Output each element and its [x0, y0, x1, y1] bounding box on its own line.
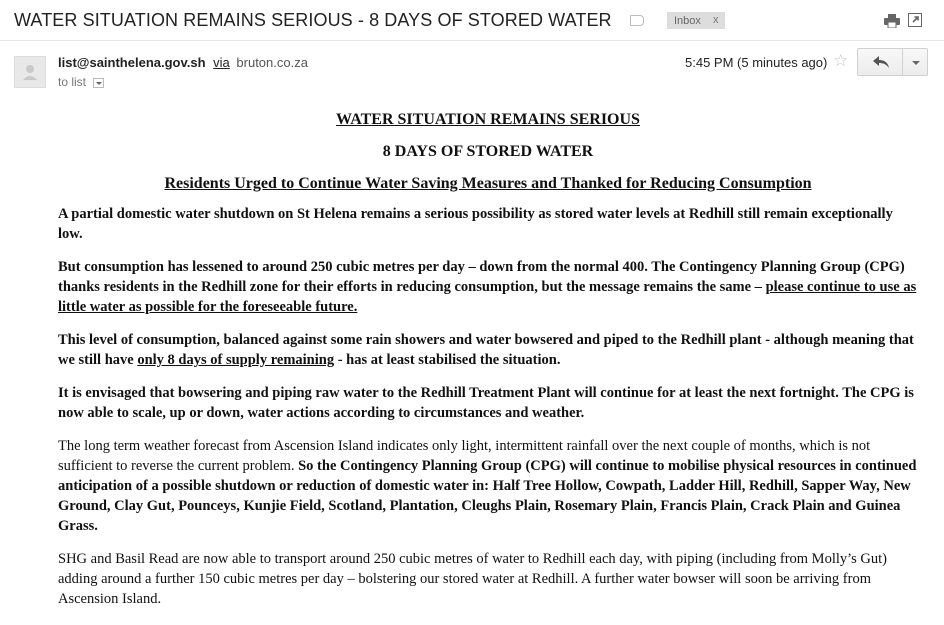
recipient-text: to list: [58, 75, 87, 89]
reply-button[interactable]: [857, 48, 903, 76]
body-heading-1: WATER SITUATION REMAINS SERIOUS: [336, 111, 640, 128]
via-link[interactable]: via: [213, 55, 230, 70]
body-heading-2: 8 DAYS OF STORED WATER: [382, 143, 594, 160]
paragraph-3-text-b: - has at least stabilised the situation.: [334, 352, 561, 368]
paragraph-2-text: But consumption has lessened to around 250 cubic metres per day – down from the normal 400. The Contingency Planning Group (CPG) thanks residents in the Redhill zone for their efforts in reducing consumption, but the message remains the same –: [58, 259, 905, 295]
printer-icon[interactable]: [884, 14, 900, 28]
paragraph-6: SHG and Basil Read are now able to transport around 250 cubic metres of water to Redhill each day, with piping (including from Molly’s Gut) adding around a further 150 cubic metres per day – bolstering our stored water at Redhill. A further water bowser will soon be arriving from Ascension Island.: [58, 551, 887, 607]
header-divider: [0, 40, 944, 41]
recipient-line: [58, 75, 104, 89]
paragraph-5-text: The long term weather forecast from Ascension Island indicates only light, intermittent rainfall over the next couple of months, which is not sufficient to reverse the current problem.: [58, 438, 871, 474]
more-actions-button[interactable]: [902, 48, 928, 76]
body-heading-3: Residents Urged to Continue Water Saving Measures and Thanked for Reducing Consumption: [164, 175, 812, 192]
subject-bar: [0, 0, 944, 40]
paragraph-1: A partial domestic water shutdown on St Helena remains a serious possibility as stored water levels at Redhill still remain exceptionally low.: [58, 206, 893, 242]
sender-email[interactable]: list@sainthelena.gov.sh: [58, 55, 206, 70]
paragraph-3-emphasis: only 8 days of supply remaining: [137, 352, 335, 368]
inbox-label-text: Inbox: [674, 15, 701, 27]
message-body: [58, 110, 918, 622]
show-details-dropdown[interactable]: [93, 78, 104, 88]
paragraph-4: It is envisaged that bowsering and piping raw water to the Redhill Treatment Plant will continue for at least the next fortnight. The CPG is now able to scale, up or down, water actions according to circumstances and weather.: [58, 385, 914, 421]
paragraph-3-text-a: This level of consumption, balanced against some rain showers and water bowsered and piped to the Redhill plant - although meaning that we still have: [58, 332, 914, 368]
paragraph-5-bold: So the Contingency Planning Group (CPG) will continue to mobilise physical resources in continued anticipation of a possible shutdown or reduction of domestic water in: Half Tree Hollow, Cowpath, Ladder Hill, Redhill, Sapper Way, New Ground, Clay Gut, Pounceys, Kunjie Field, Scotland, Plantation, Cleughs Plain, Rosemary Plain, Francis Plain, Crack Plain and Guinea Grass.: [58, 458, 917, 534]
reply-arrow-icon: [873, 56, 889, 68]
timestamp: 5:45 PM (5 minutes ago): [685, 55, 828, 70]
sender-line: [58, 55, 308, 70]
sender-avatar[interactable]: [14, 56, 46, 88]
person-icon: [15, 57, 45, 87]
paragraph-3: [58, 330, 918, 370]
email-subject: WATER SITUATION REMAINS SERIOUS - 8 DAYS OF STORED WATER: [14, 10, 612, 30]
star-icon[interactable]: ☆: [833, 51, 849, 70]
paragraph-2: [58, 257, 918, 317]
paragraph-2-emphasis: please continue to use as little water as possible for the foreseeable future.: [58, 279, 917, 315]
remove-label-button[interactable]: x: [713, 14, 719, 26]
paragraph-5: [58, 436, 918, 536]
new-window-icon[interactable]: [908, 13, 922, 27]
inbox-label[interactable]: [667, 12, 725, 29]
important-marker-icon[interactable]: [630, 15, 644, 26]
sender-domain: bruton.co.za: [236, 55, 308, 70]
